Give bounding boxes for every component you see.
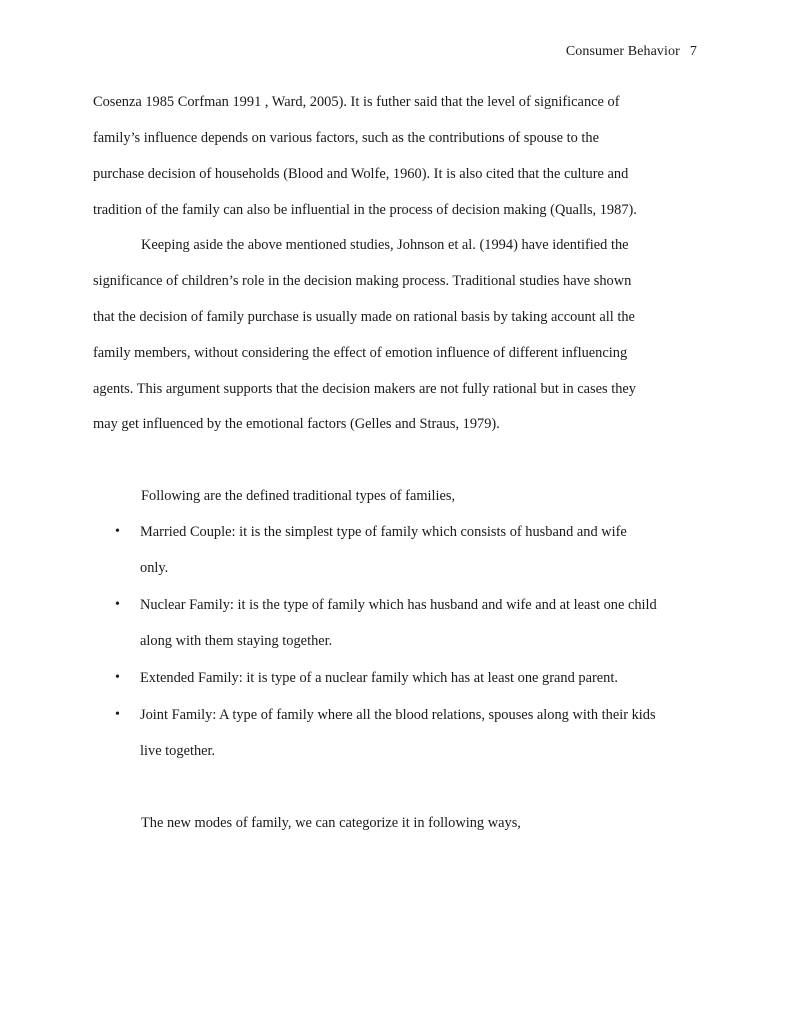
page-number: 7 [689, 44, 697, 59]
paragraph-2-line: that the decision of family purchase is usually made on rational basis by taking account all the [93, 309, 635, 325]
list-item-line: live together. [140, 743, 216, 759]
bullet-marker: • [115, 670, 120, 685]
list-item-line: only. [140, 560, 169, 576]
paragraph-2-line: significance of children’s role in the decision making process. Traditional studies have shown [93, 273, 632, 289]
paragraph-2-line: may get influenced by the emotional factors (Gelles and Straus, 1979). [93, 416, 500, 432]
paragraph-1-line: purchase decision of households (Blood and Wolfe, 1960). It is also cited that the culture and [93, 166, 629, 182]
bullet-marker: • [115, 597, 120, 612]
paragraph-1-line: Cosenza 1985 Corfman 1991 , Ward, 2005). It is futher said that the level of significance of [93, 94, 620, 110]
bullet-marker: • [115, 524, 120, 539]
list-item-line: Nuclear Family: it is the type of family which has husband and wife and at least one child [140, 597, 657, 613]
running-header [566, 44, 697, 60]
list-item-line: Married Couple: it is the simplest type of family which consists of husband and wife [140, 524, 627, 540]
list-item-line: Extended Family: it is type of a nuclear family which has at least one grand parent. [140, 670, 618, 686]
running-title: Consumer Behavior [565, 44, 680, 59]
list-intro: Following are the defined traditional types of families, [141, 488, 456, 504]
paragraph-2-line: agents. This argument supports that the decision makers are not fully rational but in cases they [93, 381, 636, 397]
paragraph-2-line: family members, without considering the effect of emotion influence of different influencing [93, 345, 628, 361]
paragraph-2-line: Keeping aside the above mentioned studies, Johnson et al. (1994) have identified the [141, 237, 629, 253]
list-item-line: along with them staying together. [140, 633, 333, 649]
paragraph-1-line: tradition of the family can also be influential in the process of decision making (Qualls, 1987). [93, 202, 637, 218]
paragraph-1-line: family’s influence depends on various factors, such as the contributions of spouse to the [93, 130, 599, 146]
closing-line: The new modes of family, we can categorize it in following ways, [141, 815, 521, 831]
list-item-line: Joint Family: A type of family where all the blood relations, spouses along with their kids [140, 707, 656, 723]
bullet-marker: • [115, 707, 120, 722]
